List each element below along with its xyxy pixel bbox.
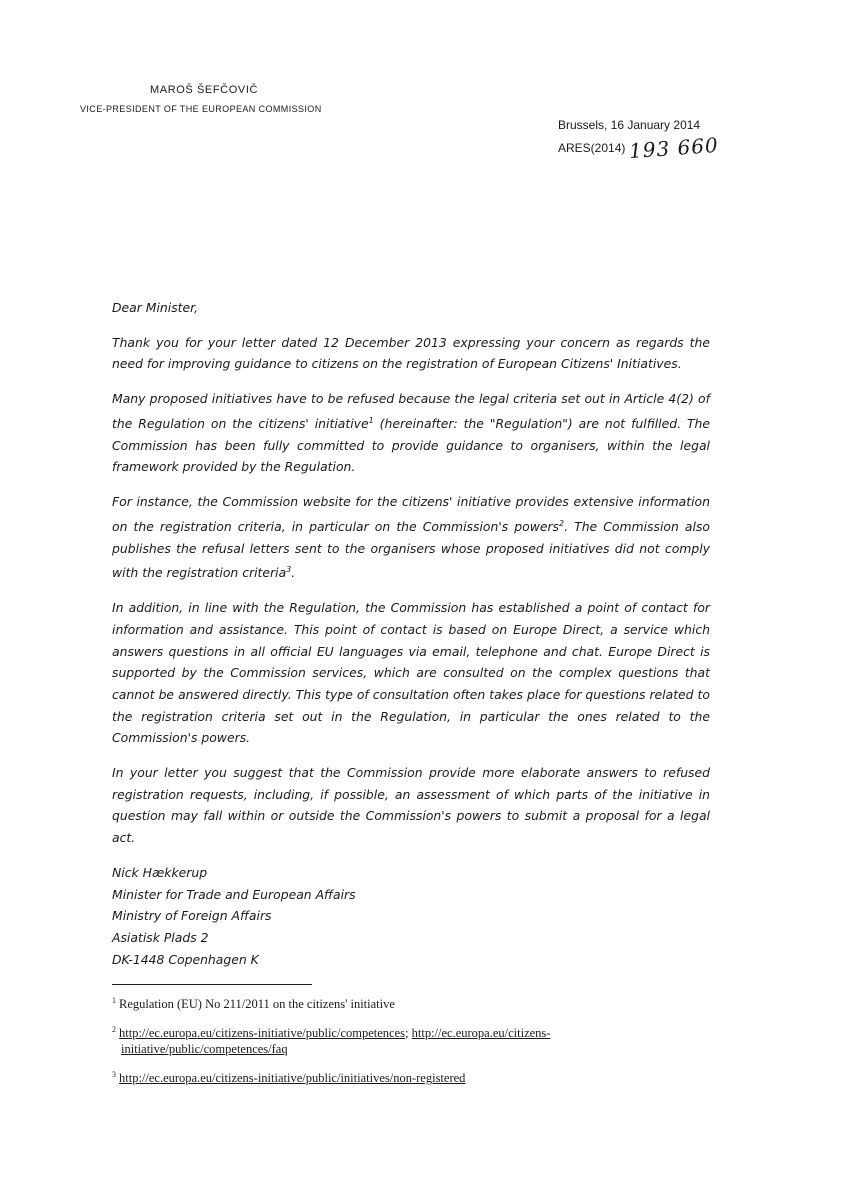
handwritten-reference-number: 193 660 (628, 132, 720, 164)
paragraph-4: In addition, in line with the Regulation, the Commission has established a point of contact for information and assistance. This point of contact is based on Europe Direct, a service which answers questions in all official EU languages via email, telephone and chat. Europe Direct is supported by the Commission services, which are consulted on the complex questions that cannot be answered directly. This type of consultation often takes place for questions related to the registration criteria set out in the Regulation, in particular the ones related to the Commission's powers. (112, 600, 710, 746)
paragraph-2 (112, 388, 710, 478)
footnote-number: 2 (112, 1025, 116, 1035)
link-separator: ; (405, 1026, 412, 1041)
footnote-number: 3 (112, 1070, 116, 1080)
footnote-divider (112, 984, 312, 985)
addressee-street: Asiatisk Plads 2 (112, 930, 209, 946)
place-date: Brussels, 16 January 2014 (558, 118, 701, 132)
addressee-block (112, 862, 512, 971)
paragraph-2-text-b: (hereinafter: the "Regulation") are not fulfilled. The Commission has been fully committed to provide guidance to organisers, within the legal framework provided by the Regulation. (112, 415, 710, 475)
paragraph-3-text-b: . The Commission also publishes the refusal letters sent to the organisers whose proposed initiatives did not comply with the registration criteria (112, 518, 710, 581)
sender-title: VICE-PRESIDENT OF THE EUROPEAN COMMISSION (80, 104, 322, 114)
footnote-ref-3: 3 (286, 565, 292, 575)
footnotes (112, 993, 722, 1096)
non-registered-initiatives-link[interactable]: http://ec.europa.eu/citizens-initiative/public/initiatives/non-registered (119, 1071, 466, 1086)
footnote-text: Regulation (EU) No 211/2011 on the citizens' initiative (119, 997, 395, 1012)
letter-body (112, 297, 710, 862)
salutation: Dear Minister, (112, 300, 199, 315)
competences-link[interactable]: http://ec.europa.eu/citizens-initiative/public/competences (119, 1026, 406, 1041)
paragraph-3-text-c: . (291, 565, 296, 581)
faq-link-part-2[interactable]: initiative/public/competences/faq (121, 1042, 288, 1057)
addressee-city: DK-1448 Copenhagen K (112, 951, 259, 967)
footnote-ref-1: 1 (368, 415, 374, 425)
paragraph-3 (112, 491, 710, 584)
footnote-1 (112, 993, 722, 1012)
addressee-name: Nick Hækkerup (112, 865, 208, 880)
addressee-role: Minister for Trade and European Affairs (112, 886, 356, 902)
footnote-ref-2: 2 (559, 518, 565, 528)
paragraph-2-text-a: Many proposed initiatives have to be refused because the legal criteria set out in Article 4(2) of the Regulation on the citizens' initiative (112, 391, 710, 431)
footnote-number: 1 (112, 996, 116, 1005)
faq-link-part-1[interactable]: http://ec.europa.eu/citizens- (411, 1026, 551, 1041)
sender-name: MAROŠ ŠEFČOVIČ (150, 84, 259, 96)
footnote-2 (112, 1022, 722, 1057)
addressee-ministry: Ministry of Foreign Affairs (112, 908, 272, 924)
footnote-3 (112, 1067, 722, 1086)
reference-line (558, 132, 798, 164)
paragraph-3-text-a: For instance, the Commission website for the citizens' initiative provides extensive information on the registration criteria, in particular on the Commission's powers (112, 494, 710, 534)
paragraph-1: Thank you for your letter dated 12 December 2013 expressing your concern as regards the need for improving guidance to citizens on the registration of European Citizens' Initiatives. (112, 334, 710, 372)
reference-prefix: ARES(2014) (558, 141, 626, 155)
paragraph-5: In your letter you suggest that the Commission provide more elaborate answers to refused registration requests, including, if possible, an assessment of which parts of the initiative in question may fall within or outside the Commission's powers to submit a proposal for a legal act. (112, 765, 710, 846)
